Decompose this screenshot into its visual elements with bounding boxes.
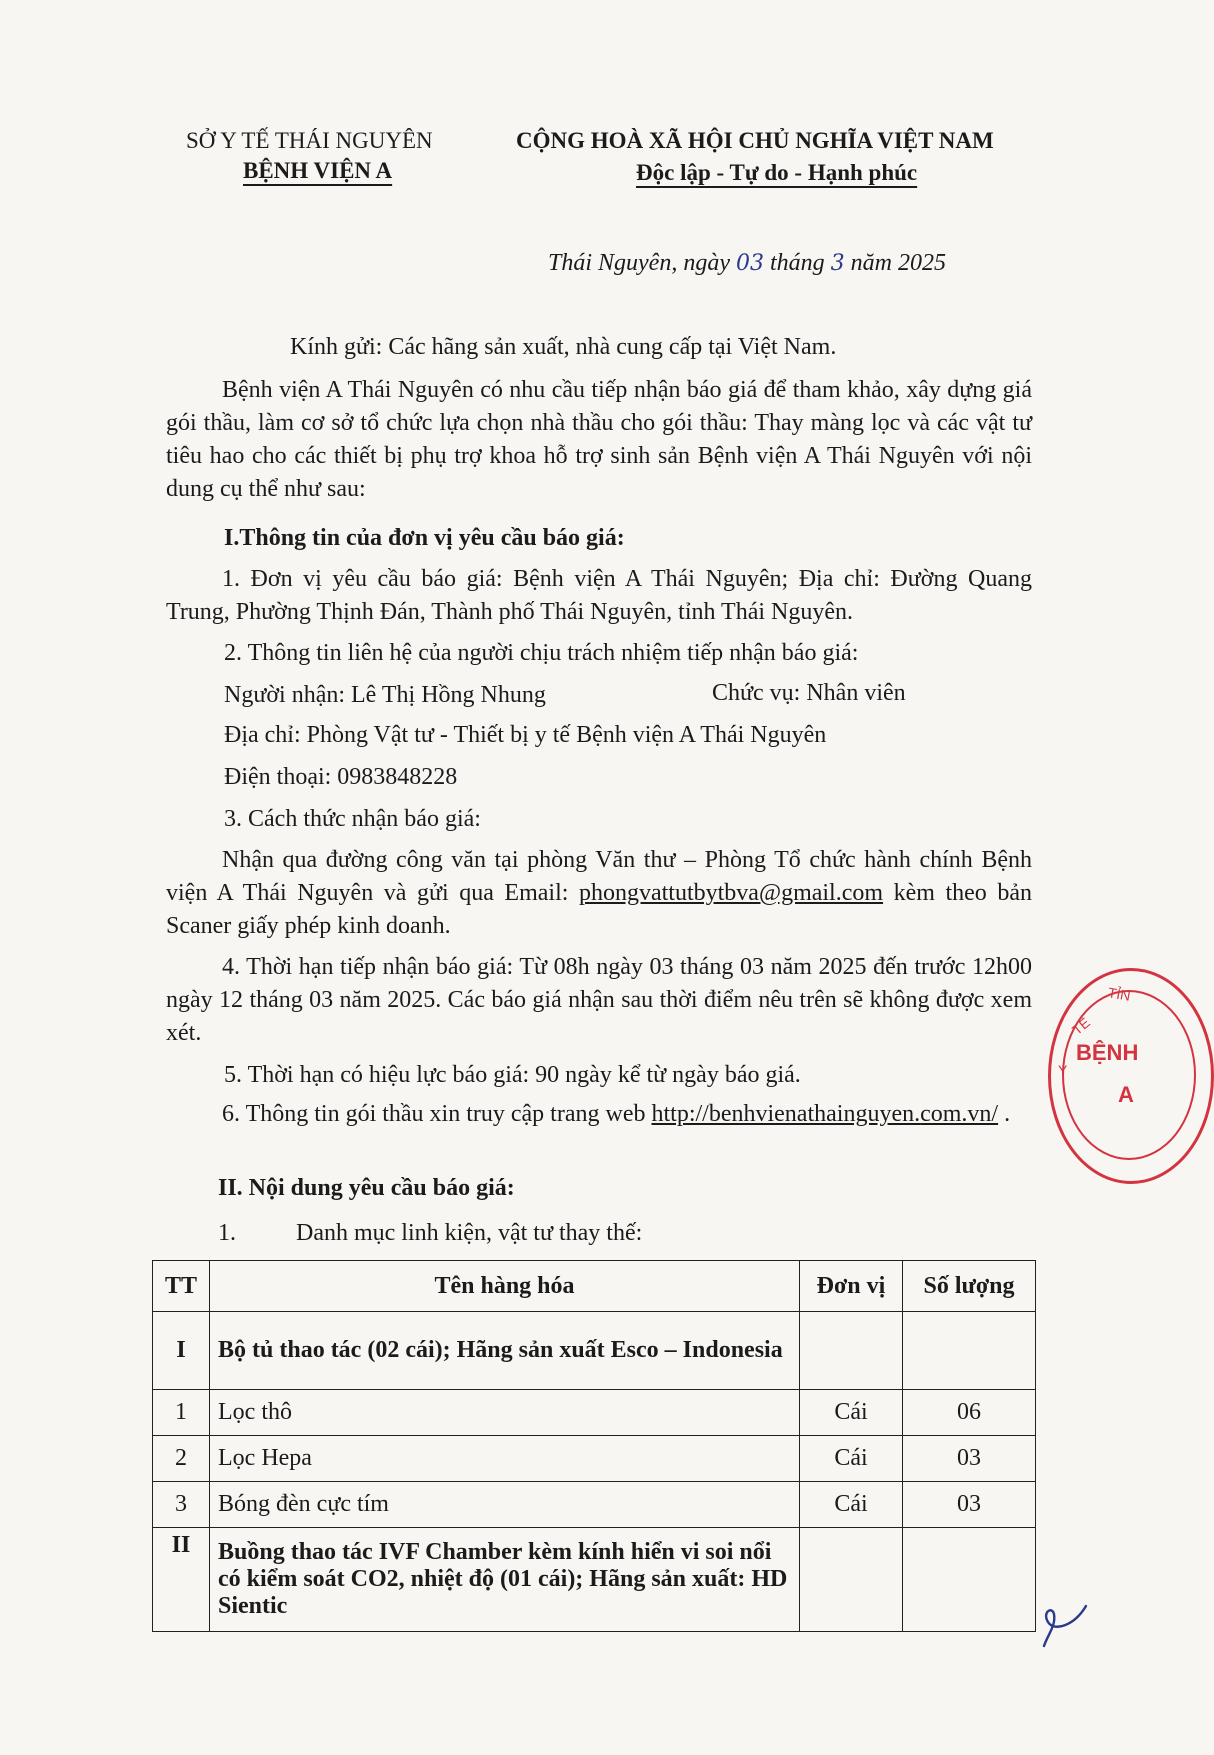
section-2-title: II. Nội dung yêu cầu báo giá: [218, 1175, 515, 1201]
row-name: Bóng đèn cực tím [210, 1482, 800, 1528]
row-name: Buồng thao tác IVF Chamber kèm kính hiển vi soi nổi có kiểm soát CO2, nhiệt độ (01 cái); Hãng sản xuất: HD Sientic [210, 1528, 800, 1632]
row-name: Bộ tủ thao tác (02 cái); Hãng sản xuất Esco – Indonesia [210, 1312, 800, 1390]
department-name: SỞ Y TẾ THÁI NGUYÊN [186, 128, 433, 153]
section-1-item-3-text: Nhận qua đường công văn tại phòng Văn thư – Phòng Tổ chức hành chính Bệnh viện A Thái Nguyên và gửi qua Email: phongvattutbytbva@gmail.com kèm theo bản Scaner giấy phép kinh doanh. [166, 847, 1033, 939]
organization-name: BỆNH VIỆN A [243, 158, 393, 183]
table-header-row [153, 1261, 1036, 1312]
col-header-qty: Số lượng [903, 1261, 1036, 1312]
section-2-sub-text: Danh mục linh kiện, vật tư thay thế: [296, 1220, 643, 1246]
receiver-name: Người nhận: Lê Thị Hồng Nhung [224, 682, 546, 708]
receiver-position: Chức vụ: Nhân viên [712, 680, 906, 706]
col-header-unit: Đơn vị [800, 1261, 903, 1312]
row-tt: 3 [153, 1482, 210, 1528]
section-1-item-1: 1. Đơn vị yêu cầu báo giá: Bệnh viện A Thái Nguyên; Địa chỉ: Đường Quang Trung, Phường Thịnh Đán, Thành phố Thái Nguyên, tỉnh Thái Nguyên. [166, 566, 1032, 625]
stamp-text-a: A [1118, 1082, 1134, 1107]
row-unit: Cái [800, 1390, 903, 1436]
row-qty: 06 [903, 1390, 1036, 1436]
date-month-label: tháng [769, 250, 825, 276]
section-1-item-4: 4. Thời hạn tiếp nhận báo giá: Từ 08h ngày 03 tháng 03 năm 2025 đến trước 12h00 ngày 12 tháng 03 năm 2025. Các báo giá nhận sau thời điểm nêu trên sẽ không được xem xét. [166, 954, 1032, 1046]
section-1-item-6: 6. Thông tin gói thầu xin truy cập trang web http://benhvienathainguyen.com.vn/ . [222, 1101, 1011, 1127]
table-row [153, 1436, 1036, 1482]
row-qty: 03 [903, 1482, 1036, 1528]
intro-paragraph: Bệnh viện A Thái Nguyên có nhu cầu tiếp nhận báo giá để tham khảo, xây dựng giá gói thầu, làm cơ sở tổ chức lựa chọn nhà thầu cho gói thầu: Thay màng lọc và các vật tư tiêu hao cho các thiết bị phụ trợ khoa hỗ trợ sinh sản Bệnh viện A Thái Nguyên với nội dung cụ thể như sau: [166, 377, 1032, 502]
row-qty [903, 1312, 1036, 1390]
items-table [152, 1260, 1036, 1632]
table-row [153, 1390, 1036, 1436]
row-unit [800, 1528, 903, 1632]
date-month: 3 [830, 251, 845, 276]
stamp-text-te: TẾ [1068, 1014, 1093, 1038]
section-1-item-2: 2. Thông tin liên hệ của người chịu trách nhiệm tiếp nhận báo giá: [224, 640, 859, 666]
row-unit [800, 1312, 903, 1390]
table-row [153, 1528, 1036, 1632]
website-link[interactable]: http://benhvienathainguyen.com.vn/ [651, 1101, 999, 1127]
date-prefix: Thái Nguyên, ngày [548, 250, 730, 276]
row-qty [903, 1528, 1036, 1632]
date-line [548, 250, 946, 277]
row-tt: 2 [153, 1436, 210, 1482]
date-year: 2025 [898, 250, 946, 276]
handwritten-initial-mark [1034, 1596, 1094, 1656]
table-row [153, 1482, 1036, 1528]
row-unit: Cái [800, 1436, 903, 1482]
row-tt: 1 [153, 1390, 210, 1436]
col-header-name: Tên hàng hóa [210, 1261, 800, 1312]
section-2-sub-number: 1. [218, 1220, 236, 1246]
national-title: CỘNG HOÀ XÃ HỘI CHỦ NGHĨA VIỆT NAM [516, 128, 994, 153]
receiver-phone: Điện thoại: 0983848228 [224, 764, 458, 790]
section-1-item-5: 5. Thời hạn có hiệu lực báo giá: 90 ngày kể từ ngày báo giá. [224, 1062, 801, 1088]
section-1-title: I.Thông tin của đơn vị yêu cầu báo giá: [224, 525, 625, 551]
row-unit: Cái [800, 1482, 903, 1528]
table-row [153, 1312, 1036, 1390]
section-1-item-3: 3. Cách thức nhận báo giá: [224, 806, 481, 832]
stamp-text-benh: BỆNH [1076, 1040, 1139, 1065]
row-tt: II [153, 1528, 210, 1632]
receiver-address: Địa chỉ: Phòng Vật tư - Thiết bị y tế Bệnh viện A Thái Nguyên [224, 722, 827, 748]
date-day: 03 [735, 251, 764, 276]
row-tt: I [153, 1312, 210, 1390]
col-header-tt: TT [153, 1261, 210, 1312]
row-name: Lọc Hepa [210, 1436, 800, 1482]
date-year-label: năm [850, 250, 892, 276]
national-motto: Độc lập - Tự do - Hạnh phúc [636, 160, 918, 185]
stamp-text-tinh: TỈN [1106, 984, 1132, 1004]
greeting: Kính gửi: Các hãng sản xuất, nhà cung cấp tại Việt Nam. [290, 334, 837, 360]
contact-email-link[interactable]: phongvattutbytbva@gmail.com [578, 880, 884, 906]
stamp-text-y: Y [1058, 1062, 1068, 1078]
row-qty: 03 [903, 1436, 1036, 1482]
row-name: Lọc thô [210, 1390, 800, 1436]
